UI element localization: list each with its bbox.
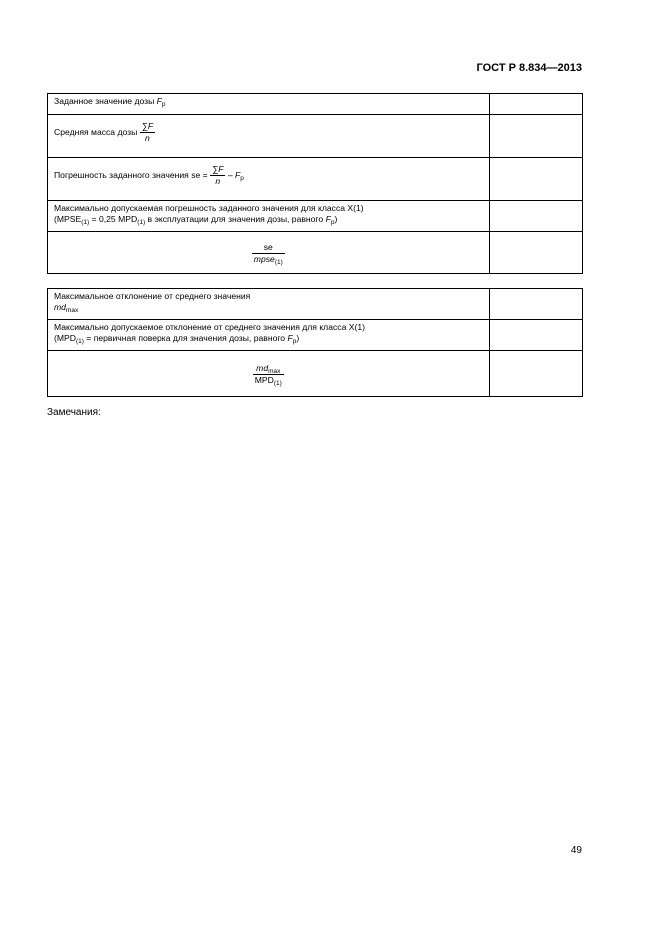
formula-numerator: se	[252, 242, 285, 254]
mpse-text: (MPSE	[54, 214, 82, 224]
table-row	[48, 232, 583, 274]
mean-mass-label: Средняя масса дозы	[54, 126, 138, 137]
formula-denominator: mpse	[253, 254, 275, 264]
nominal-dose-cell	[48, 94, 490, 115]
mpse-value[interactable]	[489, 201, 582, 232]
mpd-text: )	[296, 333, 300, 343]
mean-mass-formula	[140, 121, 155, 144]
nominal-dose-label: Заданное значение дозы	[54, 96, 155, 106]
document-code: ГОСТ Р 8.834—2013	[476, 62, 582, 74]
md-max-value[interactable]	[489, 289, 582, 320]
ratio-se-value[interactable]	[489, 232, 582, 274]
mpse-sub: p	[330, 219, 335, 226]
mpse-text: = 0,25 MPD	[89, 214, 138, 224]
formula-denominator: MPD	[254, 375, 274, 385]
mean-mass-value[interactable]	[489, 115, 582, 158]
dose-accuracy-table	[47, 93, 583, 274]
notes-label: Замечания:	[47, 407, 101, 418]
mpse-text: )	[334, 214, 338, 224]
nominal-dose-value[interactable]	[489, 94, 582, 115]
formula-sub: (1)	[273, 380, 282, 387]
table-row	[48, 320, 583, 351]
mpd-line-2	[54, 333, 483, 344]
mpd-sub: (1)	[75, 338, 84, 345]
md-symbol: md	[54, 302, 66, 312]
ratio-se-formula	[252, 242, 285, 265]
md-max-cell	[48, 289, 490, 320]
ratio-md-formula	[253, 363, 284, 386]
mpse-line-2	[54, 214, 483, 225]
page-number: 49	[570, 845, 582, 856]
table-row	[48, 115, 583, 158]
table-row	[48, 201, 583, 232]
mpd-value[interactable]	[489, 320, 582, 351]
table-row	[48, 158, 583, 201]
mpd-line-1: Максимально допускаемое отклонение от среднего значения для класса X(1)	[54, 322, 365, 332]
error-value[interactable]	[489, 158, 582, 201]
mean-mass-cell	[48, 115, 490, 158]
formula-numerator: md	[256, 363, 269, 373]
mpse-text: в эксплуатации для значения дозы, равного	[145, 214, 326, 224]
formula-sub: (1)	[274, 259, 283, 266]
error-minus-term: – F	[227, 169, 241, 180]
nominal-dose-symbol: F	[156, 96, 162, 106]
table-row	[48, 351, 583, 397]
error-sub: p	[240, 174, 244, 182]
mpse-sub: (1)	[137, 219, 146, 226]
error-symbol: se =	[191, 169, 208, 180]
formula-denominator: n	[215, 176, 221, 186]
formula-sub: max	[268, 368, 281, 375]
md-max-label: Максимальное отклонение от среднего значения	[54, 291, 251, 301]
mpse-symbol: F	[325, 214, 331, 224]
mpse-line-1: Максимально допускаемая погрешность заданного значения для класса X(1)	[54, 203, 364, 213]
formula-denominator: n	[144, 133, 150, 143]
deviation-table	[47, 288, 583, 397]
error-cell	[48, 158, 490, 201]
ratio-md-value[interactable]	[489, 351, 582, 397]
mpd-sub: p	[292, 338, 297, 345]
ratio-md-cell	[48, 351, 490, 397]
table-row	[48, 289, 583, 320]
mpd-text: = первичная поверка для значения дозы, равного	[83, 333, 288, 343]
formula-numerator: ∑F	[212, 164, 224, 174]
ratio-se-cell	[48, 232, 490, 274]
nominal-dose-sub: p	[161, 101, 166, 108]
mpd-text: (MPD	[54, 333, 76, 343]
formula-numerator: ∑F	[141, 121, 154, 131]
error-label: Погрешность заданного значения	[54, 169, 189, 180]
error-formula	[210, 164, 225, 187]
md-sub: max	[65, 307, 79, 314]
mpse-cell	[48, 201, 490, 232]
mpd-cell	[48, 320, 490, 351]
table-row	[48, 94, 583, 115]
mpd-symbol: F	[287, 333, 293, 343]
mpse-sub: (1)	[81, 219, 90, 226]
